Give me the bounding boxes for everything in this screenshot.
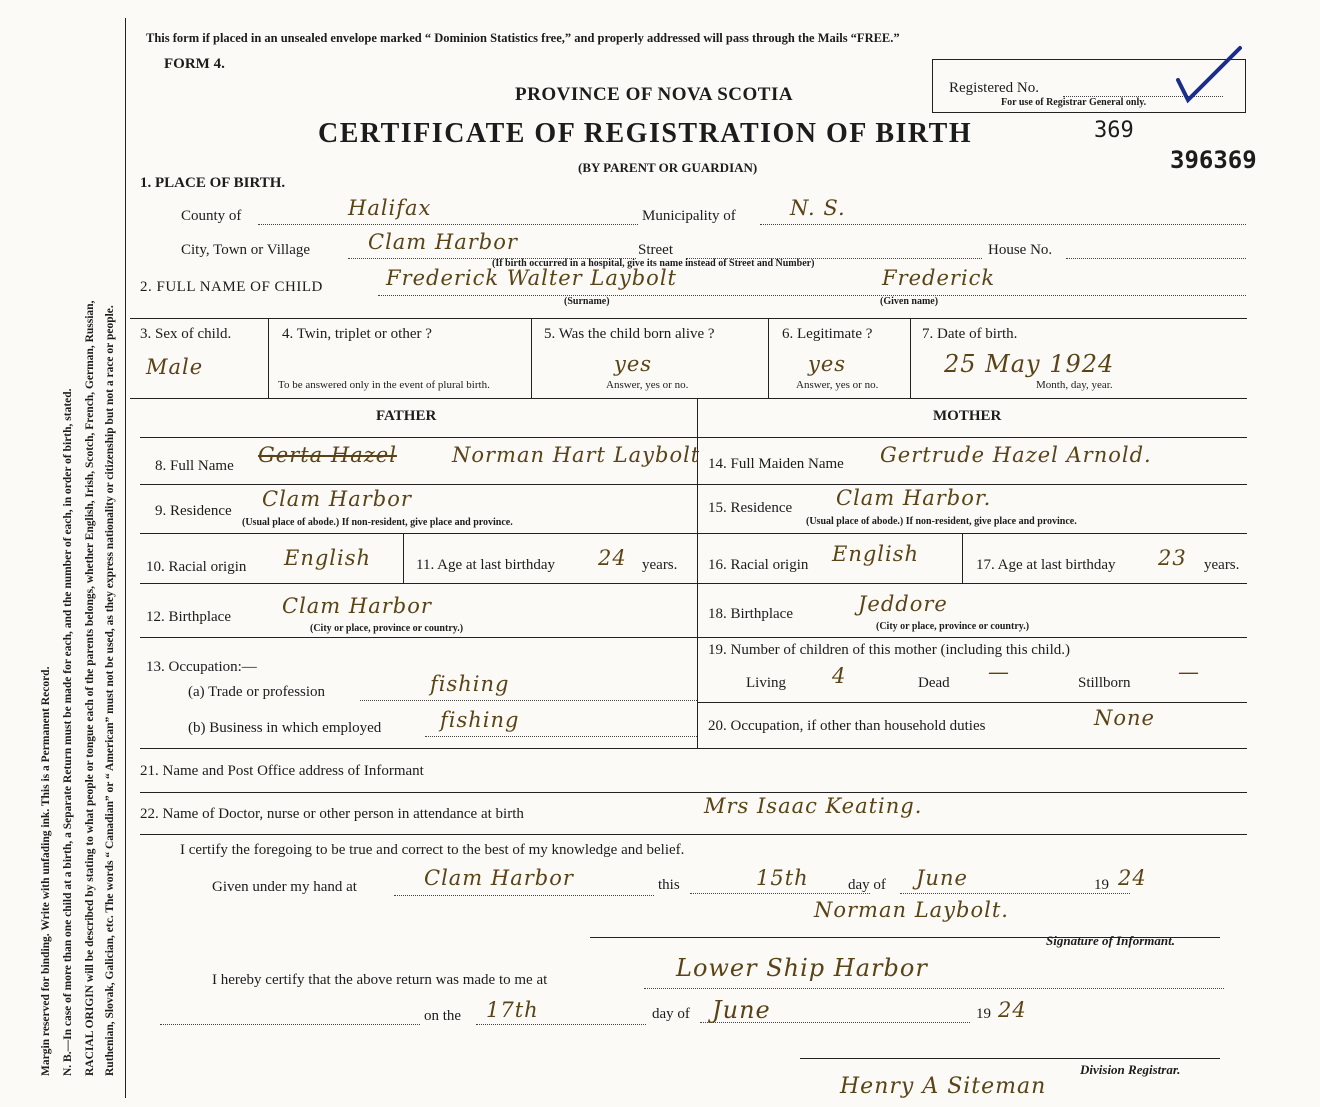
form-number: FORM 4. bbox=[164, 56, 225, 72]
county-value: Halifax bbox=[348, 196, 432, 220]
registered-sub: For use of Registrar General only. bbox=[1001, 97, 1147, 108]
registrar-day: 17th bbox=[486, 998, 539, 1022]
registrar-signature: Henry A Siteman bbox=[840, 1074, 1047, 1099]
father-racial-value: English bbox=[284, 546, 372, 570]
registrar-year: 24 bbox=[998, 998, 1027, 1022]
informant-label: 21. Name and Post Office address of Informant bbox=[140, 763, 424, 779]
margin-note-multiple-births: N. B.—In case of more than one child at a birth, a Separate Return must be made for each, and the number of each, in order of birth, stated. bbox=[62, 388, 74, 1076]
mother-years: years. bbox=[1204, 557, 1240, 573]
mother-age-label: 17. Age at last birthday bbox=[976, 557, 1116, 573]
house-label: House No. bbox=[988, 242, 1053, 258]
father-racial-label: 10. Racial origin bbox=[146, 559, 247, 575]
attendant-value: Mrs Isaac Keating. bbox=[704, 794, 923, 818]
given-label: Given under my hand at bbox=[212, 879, 357, 895]
alive-value: yes bbox=[614, 352, 653, 376]
dob-label: 7. Date of birth. bbox=[922, 326, 1018, 342]
alive-label: 5. Was the child born alive ? bbox=[544, 326, 715, 342]
mother-racial-label: 16. Racial origin bbox=[708, 557, 809, 573]
mother-occupation-label: 20. Occupation, if other than household duties bbox=[708, 718, 986, 734]
sex-value: Male bbox=[146, 355, 204, 379]
child-given-value: Frederick bbox=[882, 266, 996, 290]
given-year-prefix: 19 bbox=[1094, 877, 1109, 893]
mail-notice: This form if placed in an unsealed envelope marked “ Dominion Statistics free,” and properly addressed will pass through the Mails “FREE.” bbox=[146, 31, 900, 45]
father-name-label: 8. Full Name bbox=[155, 458, 234, 474]
margin-note-racial-origin-2: Ruthenian, Slovak, Galician, etc. The words “ Canadian” or “ American” must not be used, as they express nationality or citizenship but not a race or people. bbox=[104, 305, 116, 1076]
father-birthplace-label: 12. Birthplace bbox=[146, 609, 231, 625]
county-label: County of bbox=[181, 208, 242, 224]
registrar-dayof-label: day of bbox=[652, 1006, 690, 1022]
registered-label: Registered No. bbox=[949, 80, 1039, 96]
trade-value: fishing bbox=[430, 672, 510, 696]
margin-note-binding: Margin reserved for binding. Write with unfading ink. This is a Permanent Record. bbox=[40, 666, 52, 1076]
city-label: City, Town or Village bbox=[181, 242, 311, 258]
children-label: 19. Number of children of this mother (including this child.) bbox=[708, 642, 1071, 658]
twin-note: To be answered only in the event of plural birth. bbox=[278, 379, 490, 391]
father-birthplace-note: (City or place, province or country.) bbox=[310, 623, 464, 634]
father-age-value: 24 bbox=[598, 546, 627, 570]
stamp-number: 396369 bbox=[1170, 146, 1257, 174]
mother-abode-note: (Usual place of abode.) If non-resident, give place and province. bbox=[806, 516, 1077, 527]
certificate-title: CERTIFICATE OF REGISTRATION OF BIRTH bbox=[318, 118, 973, 149]
registrar-month: June bbox=[712, 996, 771, 1024]
mother-heading: MOTHER bbox=[933, 408, 1002, 424]
municipality-value: N. S. bbox=[790, 196, 846, 220]
twin-label: 4. Twin, triplet or other ? bbox=[282, 326, 432, 342]
living-label: Living bbox=[746, 675, 786, 691]
dead-value: — bbox=[988, 660, 1010, 684]
given-place: Clam Harbor bbox=[424, 866, 574, 890]
father-age-label: 11. Age at last birthday bbox=[416, 557, 555, 573]
father-residence-label: 9. Residence bbox=[155, 503, 232, 519]
mother-birthplace-value: Jeddore bbox=[858, 592, 948, 616]
father-years: years. bbox=[642, 557, 678, 573]
child-surname-value: Frederick Walter Laybolt bbox=[386, 266, 677, 290]
father-name-struck: Gerta Hazel bbox=[258, 443, 397, 467]
father-birthplace-value: Clam Harbor bbox=[282, 594, 432, 618]
signature-caption: Signature of Informant. bbox=[1046, 933, 1175, 948]
mother-age-value: 23 bbox=[1158, 546, 1187, 570]
mother-name-value: Gertrude Hazel Arnold. bbox=[880, 443, 1152, 467]
mother-birthplace-note: (City or place, province or country.) bbox=[876, 621, 1030, 632]
given-caption: (Given name) bbox=[880, 296, 939, 307]
margin-note-racial-origin-1: RACIAL ORIGIN will be described by stating to what people or tongue each of the parents belongs, whether English, Irish, Scotch, French, German, Russian, bbox=[84, 300, 96, 1076]
registrar-statement: I hereby certify that the above return was made to me at bbox=[212, 972, 548, 988]
mother-residence-label: 15. Residence bbox=[708, 500, 793, 516]
street-label: Street bbox=[638, 242, 673, 258]
mother-residence-value: Clam Harbor. bbox=[836, 486, 992, 510]
business-label: (b) Business in which employed bbox=[188, 720, 382, 736]
father-heading: FATHER bbox=[376, 408, 437, 424]
city-value: Clam Harbor bbox=[368, 230, 518, 254]
mother-birthplace-label: 18. Birthplace bbox=[708, 606, 793, 622]
registrar-caption: Division Registrar. bbox=[1080, 1062, 1181, 1077]
given-day: 15th bbox=[756, 866, 809, 890]
father-name-value: Norman Hart Laybolt bbox=[452, 443, 701, 467]
stamp-small: 369 bbox=[1094, 118, 1134, 143]
legit-value: yes bbox=[808, 352, 847, 376]
dob-note: Month, day, year. bbox=[1036, 379, 1113, 391]
street-note: (If birth occurred in a hospital, give its name instead of Street and Number) bbox=[492, 258, 815, 269]
trade-label: (a) Trade or profession bbox=[188, 684, 326, 700]
certify-statement: I certify the foregoing to be true and correct to the best of my knowledge and belief. bbox=[180, 842, 685, 858]
on-the-label: on the bbox=[424, 1008, 462, 1024]
dead-label: Dead bbox=[918, 675, 950, 691]
check-mark-icon bbox=[1170, 40, 1250, 110]
informant-signature: Norman Laybolt. bbox=[814, 898, 1009, 922]
living-value: 4 bbox=[832, 664, 847, 688]
subtitle: (BY PARENT OR GUARDIAN) bbox=[578, 160, 758, 175]
alive-note: Answer, yes or no. bbox=[606, 379, 689, 391]
legit-label: 6. Legitimate ? bbox=[782, 326, 873, 342]
business-value: fishing bbox=[440, 708, 520, 732]
municipality-label: Municipality of bbox=[642, 208, 736, 224]
given-year: 24 bbox=[1118, 866, 1147, 890]
father-residence-value: Clam Harbor bbox=[262, 487, 412, 511]
province-heading: PROVINCE OF NOVA SCOTIA bbox=[515, 84, 794, 105]
mother-racial-value: English bbox=[832, 542, 920, 566]
legit-note: Answer, yes or no. bbox=[796, 379, 879, 391]
sex-label: 3. Sex of child. bbox=[140, 326, 232, 342]
mother-name-label: 14. Full Maiden Name bbox=[708, 456, 844, 472]
stillborn-value: — bbox=[1178, 660, 1200, 684]
place-of-birth-heading: 1. PLACE OF BIRTH. bbox=[140, 175, 286, 191]
mother-occupation-value: None bbox=[1094, 706, 1155, 730]
given-dayof-label: day of bbox=[848, 877, 886, 893]
given-month: June bbox=[916, 866, 968, 890]
stillborn-label: Stillborn bbox=[1078, 675, 1131, 691]
registrar-place: Lower Ship Harbor bbox=[676, 954, 928, 982]
surname-caption: (Surname) bbox=[564, 296, 610, 307]
registrar-year-prefix: 19 bbox=[976, 1006, 991, 1022]
father-occupation-label: 13. Occupation:— bbox=[146, 659, 257, 675]
child-name-label: 2. FULL NAME OF CHILD bbox=[140, 279, 323, 295]
this-label: this bbox=[658, 877, 680, 893]
father-abode-note: (Usual place of abode.) If non-resident, give place and province. bbox=[242, 517, 513, 528]
dob-value: 25 May 1924 bbox=[944, 350, 1115, 378]
attendant-label: 22. Name of Doctor, nurse or other person in attendance at birth bbox=[140, 806, 524, 822]
